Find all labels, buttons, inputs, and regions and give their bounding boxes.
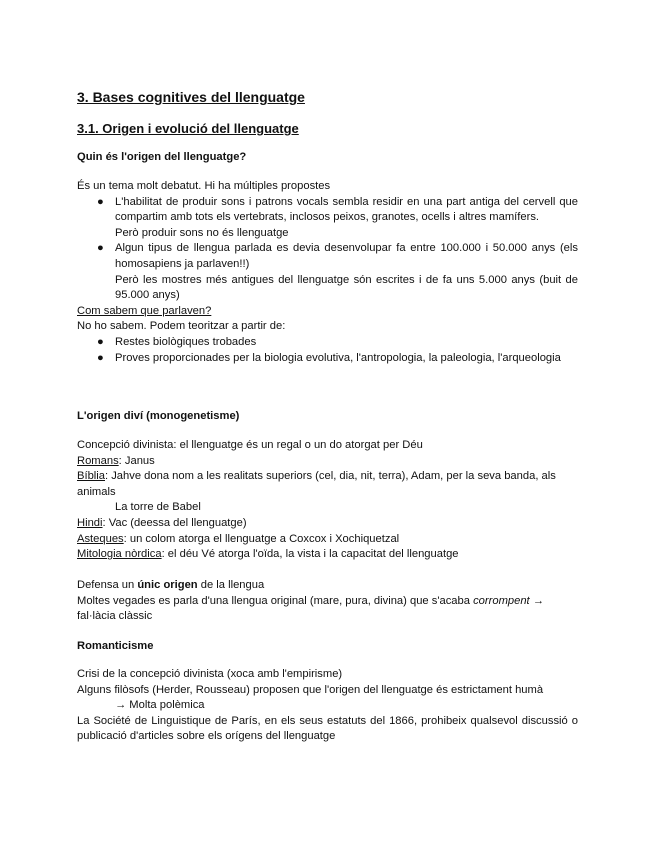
block-origin-question — [77, 150, 578, 166]
single-origin-emphasis: únic origen — [137, 579, 198, 591]
single-origin-line — [77, 578, 578, 594]
mythology-text: : un colom atorga el llenguatge a Coxcox i Xochiquetzal — [123, 532, 400, 545]
list-item-note — [77, 226, 578, 242]
block-divine-heading — [77, 409, 578, 425]
evidence-list — [77, 335, 578, 366]
block-romanticism — [77, 667, 578, 745]
divine-origin-heading: L'origen diví (monogenetisme) — [77, 410, 240, 422]
mythology-label: Romans — [77, 454, 119, 467]
mythology-label: Hindi — [77, 516, 103, 529]
mythology-label: Mitologia nòrdica — [77, 548, 162, 561]
mythology-bible — [77, 469, 578, 500]
bullet-icon: ● — [97, 351, 104, 364]
intro-text: És un tema molt debatut. Hi ha múltiples propostes — [77, 180, 331, 192]
proposals-list — [77, 195, 578, 304]
babel-note: La torre de Babel — [115, 501, 201, 514]
polemic-note: → Molta polèmica — [115, 699, 205, 712]
section-heading: 3. Bases cognitives del llenguatge — [77, 89, 305, 105]
mythology-text: : Jahve dona nom a les realitats superiors (cel, dia, nit, terra), Adam, per la seva banda, als animals — [77, 470, 556, 498]
mythology-text: : el déu Vé atorga l'oïda, la vista i la capacitat del llenguatge — [161, 548, 459, 561]
bullet-icon: ● — [97, 195, 104, 208]
how-answer: No ho sabem. Podem teoritzar a partir de: — [77, 320, 286, 333]
block-romanticism-heading — [77, 639, 578, 655]
list-item — [77, 351, 578, 367]
bullet-icon: ● — [97, 242, 104, 255]
bullet-icon: ● — [97, 335, 104, 348]
origin-question-heading: Quin és l'origen del llenguatge? — [77, 151, 247, 163]
subsection-heading: 3.1. Origen i evolució del llenguatge — [77, 121, 299, 136]
list-item-note-text: Però produir sons no és llenguatge — [115, 226, 289, 239]
list-item — [77, 195, 578, 226]
list-item-text: Restes biològiques trobades — [115, 335, 257, 348]
mythology-text: : Vac (deessa del llenguatge) — [102, 516, 247, 529]
romanticism-heading: Romanticisme — [77, 640, 154, 652]
list-item-text: Algun tipus de llengua parlada es devia desenvolupar fa entre 100.000 i 50.000 anys (els homosapiens ja parlaven!!) — [115, 242, 578, 270]
list-item — [77, 335, 578, 351]
mythology-norse — [77, 547, 578, 563]
block-divine-origin — [77, 438, 578, 563]
block-single-origin — [77, 578, 578, 625]
mythology-label: Asteques — [77, 532, 124, 545]
single-origin-text: Defensa un — [77, 579, 138, 591]
list-item — [77, 241, 578, 272]
mythology-text: : Janus — [118, 454, 155, 467]
original-language-line — [77, 594, 578, 625]
society-text: La Société de Linguistique de París, en els seus estatuts del 1866, prohibeix qualsevol discussió o publicació d'articles sobre els orígens del llenguatge — [77, 714, 578, 743]
how-question: Com sabem que parlaven? — [77, 304, 212, 317]
list-item-text: L'habilitat de produir sons i patrons vocals sembla residir en una part antiga del cervell que compartim amb tots els vertebrats, inclosos peixos, granotes, ocells i altres mamífers. — [115, 195, 578, 224]
block-origin-intro — [77, 179, 578, 366]
original-language-text: → fal·làcia clàssic — [77, 594, 544, 623]
single-origin-text: de la llengua — [197, 579, 265, 591]
original-language-text: Moltes vegades es parla d'una llengua original (mare, pura, divina) que s'acaba — [77, 594, 474, 607]
list-item-note-text: Però les mostres més antigues del llenguatge són escrites i de fa uns 5.000 anys (buit de 95.000 anys) — [115, 273, 578, 302]
crisis-text: Crisi de la concepció divinista (xoca amb l'empirisme) — [77, 668, 343, 680]
mythology-label: Bíblia — [77, 470, 105, 483]
divinist-conception: Concepció divinista: el llenguatge és un regal o un do atorgat per Déu — [77, 439, 423, 451]
mythology-romans — [77, 454, 578, 470]
original-language-emphasis: corrompent — [473, 594, 530, 607]
list-item-text: Proves proporcionades per la biologia evolutiva, l'antropologia, la paleologia, l'arqueologia — [115, 351, 561, 364]
mythology-hindi — [77, 516, 578, 532]
list-item-note — [77, 273, 578, 304]
philosophers-text: Alguns filòsofs (Herder, Rousseau) proposen que l'origen del llenguatge és estrictament humà — [77, 683, 544, 696]
mythology-aztecs — [77, 532, 578, 548]
